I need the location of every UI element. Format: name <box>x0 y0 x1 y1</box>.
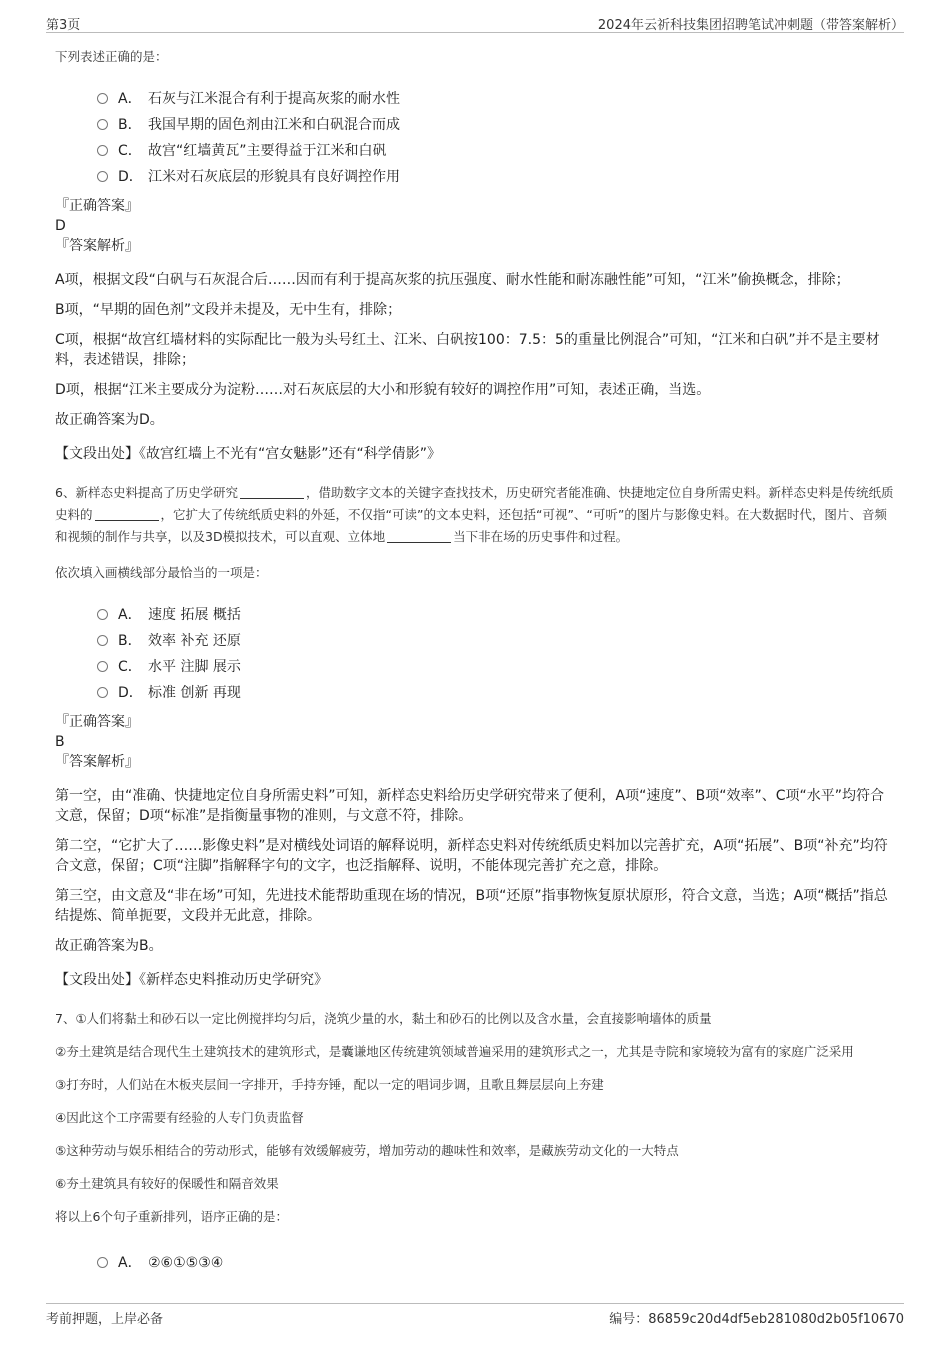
option-text: 效率 补充 还原 <box>148 633 241 649</box>
analysis-paragraph: 第一空，由“准确、快捷地定位自身所需史料”可知，新样态史料给历史学研究带来了便利，A项“速度”、B项“效率”、C项“水平”均符合文意，保留；D项“标准”是指衡量事物的准则，与文意不符，排除。 <box>55 788 884 824</box>
question-stem <box>55 482 895 548</box>
answer-label: 『正确答案』 <box>55 714 139 730</box>
option-c[interactable] <box>97 654 895 680</box>
option-text: ②⑥①⑤③④ <box>148 1255 224 1271</box>
option-text: 标准 创新 再现 <box>148 685 241 701</box>
option-a[interactable] <box>97 86 895 112</box>
option-key: A． <box>118 607 142 623</box>
answer-value: D <box>55 218 66 234</box>
option-d[interactable] <box>97 164 895 190</box>
radio-icon[interactable] <box>97 687 108 698</box>
analysis-paragraph: D项，根据“江米主要成分为淀粉……对石灰底层的大小和形貌有较好的调控作用”可知，表述正确，当选。 <box>55 382 711 398</box>
analysis-paragraph: B项，“早期的固色剂”文段并未提及，无中生有，排除； <box>55 302 402 318</box>
answer-value: B <box>55 734 65 750</box>
option-key: A． <box>118 91 142 107</box>
analysis-paragraph: A项，根据文段“白矾与石灰混合后……因而有利于提高灰浆的抗压强度、耐水性能和耐冻融性能”可知，“江米”偷换概念，排除； <box>55 272 850 288</box>
option-text: 速度 拓展 概括 <box>148 607 241 623</box>
sentence-item: ③打夯时，人们站在木板夹层间一字排开，手持夯锤，配以一定的唱词步调，且歌且舞层层向上夯建 <box>55 1077 604 1092</box>
options-list <box>97 86 895 190</box>
option-key: C． <box>118 659 142 675</box>
sentence-item: ⑥夯土建筑具有较好的保暖性和隔音效果 <box>55 1176 279 1191</box>
option-text: 故宫“红墙黄瓦”主要得益于江米和白矾 <box>148 143 387 159</box>
fill-blank <box>95 506 159 521</box>
sentence-item: 7、①人们将黏土和砂石以一定比例搅拌均匀后，浇筑少量的水，黏土和砂石的比例以及含水量，会直接影响墙体的质量 <box>55 1011 712 1026</box>
document-id: 编号：86859c20d4df5eb281080d2b05f10670 <box>609 1312 904 1327</box>
analysis-conclusion: 故正确答案为D。 <box>55 412 164 428</box>
option-key: D． <box>118 685 143 701</box>
page-number: 第3页 <box>46 18 81 33</box>
option-b[interactable] <box>97 628 895 654</box>
option-key: A． <box>118 1255 142 1271</box>
page-footer <box>46 1303 904 1325</box>
radio-icon[interactable] <box>97 171 108 182</box>
radio-icon[interactable] <box>97 609 108 620</box>
question-5 <box>55 46 895 464</box>
radio-icon[interactable] <box>97 635 108 646</box>
option-key: D． <box>118 169 143 185</box>
stem-text: 6、新样态史料提高了历史学研究 <box>55 485 238 500</box>
radio-icon[interactable] <box>97 145 108 156</box>
options-list <box>97 602 895 706</box>
radio-icon[interactable] <box>97 119 108 130</box>
option-c[interactable] <box>97 138 895 164</box>
source-citation: 【文段出处】《新样态史料推动历史学研究》 <box>55 972 328 988</box>
stem-text: 当下非在场的历史事件和过程。 <box>453 529 629 544</box>
sentence-item: ④因此这个工序需要有经验的人专门负责监督 <box>55 1110 304 1125</box>
question-stem: 下列表述正确的是： <box>55 49 168 64</box>
document-title: 2024年云祈科技集团招聘笔试冲刺题（带答案解析） <box>597 18 904 33</box>
option-text: 石灰与江米混合有利于提高灰浆的耐水性 <box>148 91 400 107</box>
analysis-paragraph: 第三空，由文意及“非在场”可知，先进技术能帮助重现在场的情况，B项“还原”指事物恢复原状原形，符合文意，当选；A项“概括”指总结提炼、简单扼要，文段并无此意，排除。 <box>55 888 888 924</box>
sentence-item: ②夯土建筑是结合现代生土建筑技术的建筑形式，是囊谦地区传统建筑领域普遍采用的建筑形式之一，尤其是寺院和家境较为富有的家庭广泛采用 <box>55 1044 854 1059</box>
analysis-paragraph: C项，根据“故宫红墙材料的实际配比一般为头号红土、江米、白矾按100：7.5：5的重量比例混合”可知，“江米和白矾”并不是主要材料，表述错误，排除； <box>55 332 880 368</box>
option-a[interactable] <box>97 602 895 628</box>
page-header <box>46 14 904 33</box>
radio-icon[interactable] <box>97 93 108 104</box>
sentence-item: ⑤这种劳动与娱乐相结合的劳动形式，能够有效缓解疲劳，增加劳动的趣味性和效率，是藏族劳动文化的一大特点 <box>55 1143 679 1158</box>
answer-label: 『正确答案』 <box>55 198 139 214</box>
option-b[interactable] <box>97 112 895 138</box>
option-text: 水平 注脚 展示 <box>148 659 241 675</box>
analysis-paragraph: 第二空，“它扩大了……影像史料”是对横线处词语的解释说明，新样态史料对传统纸质史料加以完善扩充，A项“拓展”、B项“补充”均符合文意，保留；C项“注脚”指解释字句的文字，也泛指解释、说明，不能体现完善扩充之意，排除。 <box>55 838 888 874</box>
question-6 <box>55 482 895 990</box>
fill-blank <box>387 528 451 543</box>
question-prompt: 将以上6个句子重新排列，语序正确的是： <box>55 1209 288 1224</box>
stem-text: ，借助数字文本的关键字查找技术，历史研究者能准确、快捷地定位自身所需史料。新样态史料是传统纸质史料的 <box>55 485 894 522</box>
options-list <box>97 1250 895 1276</box>
question-prompt: 依次填入画横线部分最恰当的一项是： <box>55 565 268 580</box>
option-key: C． <box>118 143 142 159</box>
footer-slogan: 考前押题，上岸必备 <box>46 1312 164 1327</box>
analysis-conclusion: 故正确答案为B。 <box>55 938 163 954</box>
page-content <box>55 46 895 1282</box>
option-a[interactable] <box>97 1250 895 1276</box>
option-text: 江米对石灰底层的形貌具有良好调控作用 <box>148 169 400 185</box>
option-key: B． <box>118 117 142 133</box>
analysis-label: 『答案解析』 <box>55 238 139 254</box>
radio-icon[interactable] <box>97 1257 108 1268</box>
analysis-label: 『答案解析』 <box>55 754 139 770</box>
option-d[interactable] <box>97 680 895 706</box>
source-citation: 【文段出处】《故宫红墙上不光有“宫女魅影”还有“科学倩影”》 <box>55 446 442 462</box>
fill-blank <box>240 484 304 499</box>
option-text: 我国早期的固色剂由江米和白矾混合而成 <box>148 117 400 133</box>
radio-icon[interactable] <box>97 661 108 672</box>
stem-text: ，它扩大了传统纸质史料的外延，不仅指“可读”的文本史料，还包括“可视”、“可听”的图片与影像史料。在大数据时代，图片、音频和视频的制作与共享，以及3D模拟技术，可以直观、立体地 <box>55 507 887 544</box>
option-key: B． <box>118 633 142 649</box>
question-7 <box>55 1008 895 1276</box>
